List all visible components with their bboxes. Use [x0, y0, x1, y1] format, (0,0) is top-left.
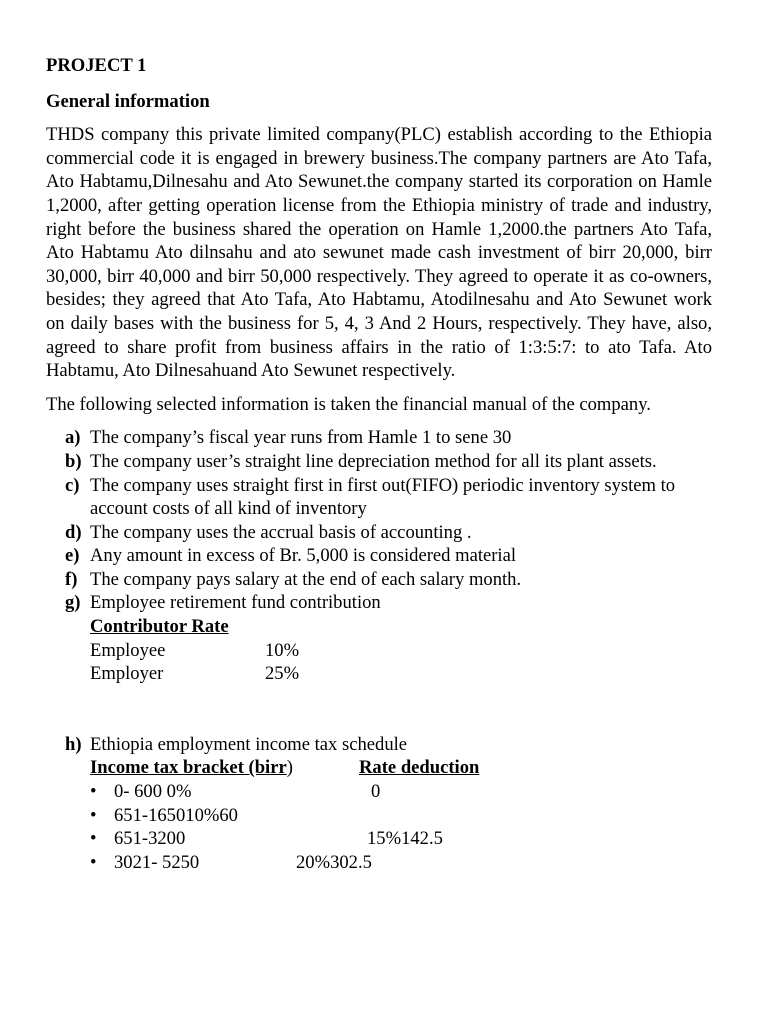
policy-list-continued — [46, 733, 712, 757]
general-information-paragraph: THDS company this private limited company(PLC) establish according to the Ethiopia commercial code it is engaged in brewery business.The company partners are Ato Tafa, Ato Habtamu,Dilnesahu and Ato Sewunet.the company started its corporation on Hamle 1,2000, after getting operation license from the Ethiopia ministry of trade and industry, right before the business shared the operation on Hamle 1,2000.the partners Ato Tafa, Ato Habtamu Ato dilnsahu and ato sewunet made cash investment of birr 20,000, birr 30,000, birr 40,000 and birr 50,000 respectively. They agreed to operate it as co-owners, besides; they agreed that Ato Tafa, Ato Habtamu, Atodilnesahu and Ato Sewunet work on daily bases with the business for 5, 4, 3 And 2 Hours, respectively. They have, also, agreed to share profit from business affairs in the ratio of 1:3:5:7: to ato Tafa. Ato Habtamu, Ato Dilnesahuand Ato Sewunet respectively. — [46, 124, 712, 382]
list-item-text: Employee retirement fund contribution — [90, 592, 381, 614]
list-item-text: Any amount in excess of Br. 5,000 is considered material — [90, 545, 517, 567]
list-item-text: The company’s fiscal year runs from Hamle 1 to sene 30 — [90, 427, 512, 449]
table-row — [90, 662, 712, 686]
list-item-text: Ethiopia employment income tax schedule — [90, 733, 408, 755]
bracket-text: 3021- 5250 — [114, 851, 200, 873]
contributor-label: Employee — [90, 639, 166, 661]
bullet-icon: • — [90, 851, 97, 873]
bullet-icon: • — [90, 804, 97, 826]
bracket-header: Income tax bracket (birr — [90, 757, 287, 779]
document-title: PROJECT 1 — [46, 55, 147, 76]
list-item — [46, 450, 712, 474]
list-item — [46, 591, 712, 615]
list-item-text: The company pays salary at the end of each salary month. — [90, 568, 522, 590]
list-item-text: The company uses the accrual basis of accounting . — [90, 521, 472, 543]
bullet-icon: • — [90, 828, 97, 850]
list-item — [46, 568, 712, 592]
tax-bracket-list — [90, 780, 712, 874]
list-item — [46, 426, 712, 450]
bracket-text: 0- 600 0% — [114, 781, 192, 803]
spacer — [46, 686, 712, 733]
table-row — [90, 851, 712, 875]
bullet-icon: • — [90, 781, 97, 803]
list-item-text: The company user’s straight line depreciation method for all its plant assets. — [90, 450, 657, 472]
list-marker: f) — [65, 568, 78, 590]
table-row — [90, 827, 712, 851]
contributor-rate: 10% — [265, 639, 300, 661]
bracket-header-paren: ) — [286, 757, 293, 779]
list-item — [46, 474, 712, 521]
retirement-table — [46, 615, 712, 686]
rate-deduction-header: Rate deduction — [359, 757, 480, 779]
list-item — [46, 544, 712, 568]
policy-list — [46, 426, 712, 615]
list-item — [46, 521, 712, 545]
list-marker: d) — [65, 521, 82, 543]
table-row — [90, 639, 712, 663]
list-marker: g) — [65, 592, 81, 614]
retirement-table-header: Contributor Rate — [90, 616, 229, 638]
contributor-label: Employer — [90, 663, 164, 685]
bracket-text: 651-3200 — [114, 828, 186, 850]
document-page — [46, 54, 712, 874]
tax-schedule — [46, 756, 712, 874]
list-item-text: The company uses straight first in first out(FIFO) periodic inventory system to account costs of all kind of inventory — [90, 474, 676, 520]
list-marker: c) — [65, 474, 80, 496]
bracket-rate: 15%142.5 — [367, 828, 443, 850]
list-marker: b) — [65, 450, 82, 472]
table-row — [90, 780, 712, 804]
financial-manual-intro: The following selected information is taken the financial manual of the company. — [46, 393, 651, 415]
list-marker: h) — [65, 733, 82, 755]
section-heading: General information — [46, 90, 210, 112]
table-row — [90, 804, 712, 828]
bracket-text: 651-165010%60 — [114, 804, 238, 826]
bracket-rate: 0 — [371, 781, 381, 803]
list-marker: a) — [65, 427, 81, 449]
contributor-rate: 25% — [265, 663, 300, 685]
list-item — [46, 733, 712, 757]
tax-schedule-header — [90, 756, 712, 780]
list-marker: e) — [65, 545, 80, 567]
bracket-rate: 20%302.5 — [296, 851, 372, 873]
